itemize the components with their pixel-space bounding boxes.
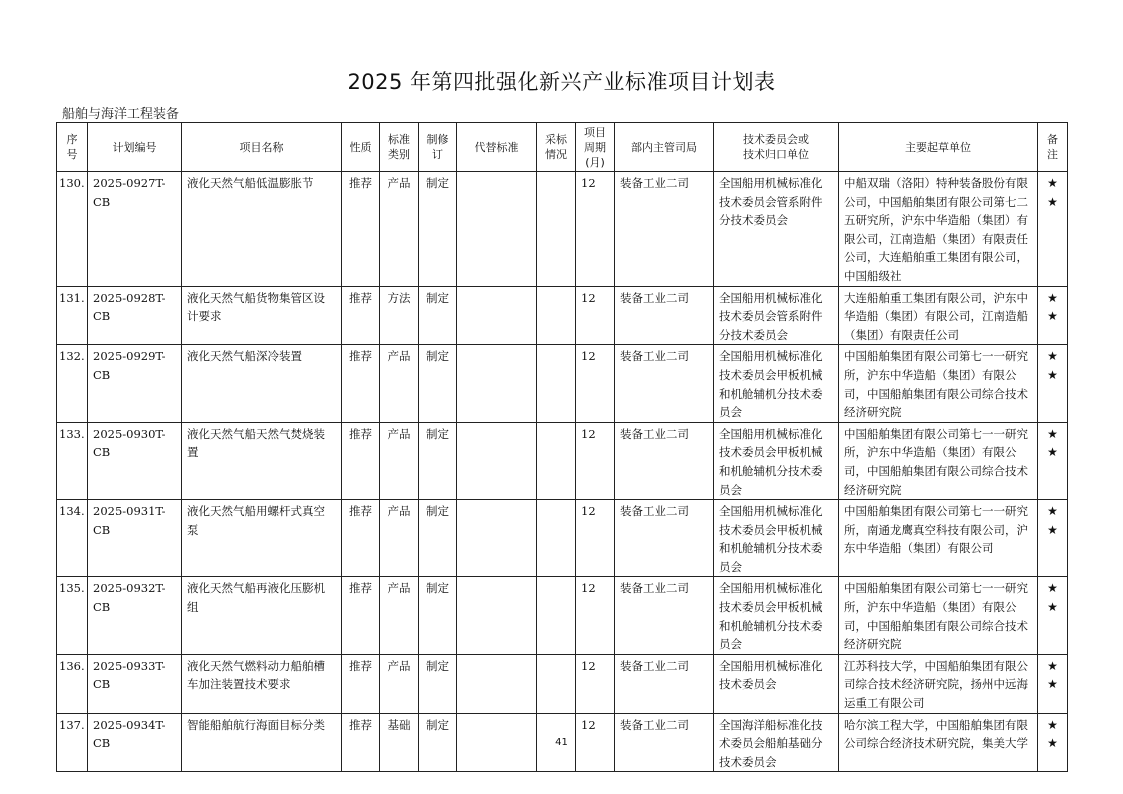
department-cell: 装备工业二司 — [615, 422, 714, 499]
plan-number-cell: 2025-0931T-CB — [88, 500, 182, 577]
standards-plan-table — [56, 122, 1068, 772]
revise-type-cell: 制定 — [419, 654, 457, 713]
row-number-cell: 136. — [57, 654, 88, 713]
star-icon: ★ — [1047, 176, 1058, 190]
department-cell: 装备工业二司 — [615, 500, 714, 577]
category-cell: 产品 — [380, 500, 419, 577]
revise-type-cell: 制定 — [419, 422, 457, 499]
star-icon: ★ — [1047, 367, 1058, 382]
header-project-name: 项目名称 — [182, 123, 342, 172]
table-row — [57, 654, 1068, 713]
note-stars-cell — [1038, 500, 1068, 577]
row-number-cell: 132. — [57, 345, 88, 422]
plan-number-cell: 2025-0934T-CB — [88, 713, 182, 772]
revise-type-cell: 制定 — [419, 345, 457, 422]
period-months-cell: 12 — [576, 422, 615, 499]
note-stars-cell — [1038, 654, 1068, 713]
star-icon: ★ — [1047, 504, 1058, 519]
row-number-cell: 133. — [57, 422, 88, 499]
drafting-units-cell: 中国船舶集团有限公司第七一一研究所，沪东中华造船（集团）有限公司，中国船舶集团有限公司综合技术经济研究院 — [839, 345, 1038, 422]
revise-type-cell: 制定 — [419, 172, 457, 287]
nature-cell: 推荐 — [342, 713, 380, 772]
revise-type-cell: 制定 — [419, 500, 457, 577]
project-name-cell: 液化天然气船用螺杆式真空泵 — [182, 500, 342, 577]
row-number-cell: 134. — [57, 500, 88, 577]
department-cell: 装备工业二司 — [615, 286, 714, 345]
replaced-standard-cell — [457, 422, 537, 499]
header-dept: 部内主管司局 — [615, 123, 714, 172]
nature-cell: 推荐 — [342, 286, 380, 345]
project-name-cell: 液化天然气船深冷装置 — [182, 345, 342, 422]
category-cell: 产品 — [380, 654, 419, 713]
plan-number-cell: 2025-0933T-CB — [88, 654, 182, 713]
department-cell: 装备工业二司 — [615, 654, 714, 713]
adoption-status-cell — [537, 172, 576, 287]
table-header-row — [57, 123, 1068, 172]
plan-number-cell: 2025-0929T-CB — [88, 345, 182, 422]
star-icon: ★ — [1047, 426, 1058, 441]
drafting-units-cell: 江苏科技大学，中国船舶集团有限公司综合技术经济研究院，扬州中远海运重工有限公司 — [839, 654, 1038, 713]
star-icon: ★ — [1047, 445, 1058, 460]
project-name-cell: 液化天然气燃料动力船舶槽车加注装置技术要求 — [182, 654, 342, 713]
adoption-status-cell — [537, 654, 576, 713]
header-period: 项目 周期 (月) — [576, 123, 615, 172]
drafting-units-cell: 中船双瑞（洛阳）特种装备股份有限公司，中国船舶集团有限公司第七二五研究所，沪东中华造船（集团）有限公司，江南造船（集团）有限责任公司，大连船舶重工集团有限公司，中国船级社 — [839, 172, 1038, 287]
category-cell: 基础 — [380, 713, 419, 772]
drafting-units-cell: 大连船舶重工集团有限公司，沪东中华造船（集团）有限公司，江南造船（集团）有限责任公司 — [839, 286, 1038, 345]
header-adopt: 采标 情况 — [537, 123, 576, 172]
committee-cell: 全国船用机械标准化技术委员会甲板机械和机舱辅机分技术委员会 — [714, 422, 839, 499]
committee-cell: 全国船用机械标准化技术委员会 — [714, 654, 839, 713]
drafting-units-cell: 哈尔滨工程大学，中国船舶集团有限公司综合经济技术研究院，集美大学 — [839, 713, 1038, 772]
adoption-status-cell — [537, 345, 576, 422]
table-row — [57, 345, 1068, 422]
nature-cell: 推荐 — [342, 500, 380, 577]
table-row — [57, 422, 1068, 499]
adoption-status-cell — [537, 500, 576, 577]
note-stars-cell — [1038, 286, 1068, 345]
replaced-standard-cell — [457, 577, 537, 654]
nature-cell: 推荐 — [342, 172, 380, 287]
period-months-cell: 12 — [576, 345, 615, 422]
drafting-units-cell: 中国船舶集团有限公司第七一一研究所，沪东中华造船（集团）有限公司，中国船舶集团有限公司综合技术经济研究院 — [839, 577, 1038, 654]
adoption-status-cell — [537, 422, 576, 499]
replaced-standard-cell — [457, 286, 537, 345]
committee-cell: 全国船用机械标准化技术委员会管系附件分技术委员会 — [714, 286, 839, 345]
drafting-units-cell: 中国船舶集团有限公司第七一一研究所，沪东中华造船（集团）有限公司，中国船舶集团有限公司综合技术经济研究院 — [839, 422, 1038, 499]
department-cell: 装备工业二司 — [615, 345, 714, 422]
star-icon: ★ — [1047, 658, 1058, 673]
revise-type-cell: 制定 — [419, 713, 457, 772]
header-note: 备 注 — [1038, 123, 1068, 172]
nature-cell: 推荐 — [342, 345, 380, 422]
period-months-cell: 12 — [576, 654, 615, 713]
nature-cell: 推荐 — [342, 654, 380, 713]
star-icon: ★ — [1047, 581, 1058, 596]
department-cell: 装备工业二司 — [615, 713, 714, 772]
department-cell: 装备工业二司 — [615, 577, 714, 654]
category-cell: 产品 — [380, 577, 419, 654]
star-icon: ★ — [1047, 717, 1058, 732]
header-drafters: 主要起草单位 — [839, 123, 1038, 172]
star-icon: ★ — [1047, 522, 1058, 537]
category-cell: 产品 — [380, 172, 419, 287]
replaced-standard-cell — [457, 172, 537, 287]
committee-cell: 全国船用机械标准化技术委员会甲板机械和机舱辅机分技术委员会 — [714, 500, 839, 577]
plan-number-cell: 2025-0932T-CB — [88, 577, 182, 654]
period-months-cell: 12 — [576, 286, 615, 345]
star-icon: ★ — [1047, 309, 1058, 324]
star-icon: ★ — [1047, 290, 1058, 305]
header-committee: 技术委员会或 技术归口单位 — [714, 123, 839, 172]
nature-cell: 推荐 — [342, 577, 380, 654]
adoption-status-cell — [537, 577, 576, 654]
header-plan-number: 计划编号 — [88, 123, 182, 172]
project-name-cell: 液化天然气船货物集管区设计要求 — [182, 286, 342, 345]
page-title: 2025 年第四批强化新兴产业标准项目计划表 — [347, 70, 776, 94]
adoption-status-cell — [537, 286, 576, 345]
section-heading: 船舶与海洋工程装备 — [62, 107, 180, 122]
committee-cell: 全国船用机械标准化技术委员会管系附件分技术委员会 — [714, 172, 839, 287]
header-revise: 制修 订 — [419, 123, 457, 172]
row-number-cell: 135. — [57, 577, 88, 654]
star-icon: ★ — [1047, 349, 1058, 364]
note-stars-cell — [1038, 345, 1068, 422]
plan-number-cell: 2025-0927T-CB — [88, 172, 182, 287]
note-stars-cell — [1038, 422, 1068, 499]
page-number: 41 — [555, 737, 568, 748]
replaced-standard-cell — [457, 654, 537, 713]
note-stars-cell — [1038, 577, 1068, 654]
note-stars-cell — [1038, 172, 1068, 287]
project-name-cell: 液化天然气船低温膨胀节 — [182, 172, 342, 287]
table-row — [57, 577, 1068, 654]
row-number-cell: 130. — [57, 172, 88, 287]
plan-number-cell: 2025-0928T-CB — [88, 286, 182, 345]
star-icon: ★ — [1047, 736, 1058, 751]
committee-cell: 全国船用机械标准化技术委员会甲板机械和机舱辅机分技术委员会 — [714, 577, 839, 654]
star-icon: ★ — [1047, 677, 1058, 692]
replaced-standard-cell — [457, 500, 537, 577]
table-row — [57, 286, 1068, 345]
period-months-cell: 12 — [576, 500, 615, 577]
table-row — [57, 500, 1068, 577]
committee-cell: 全国船用机械标准化技术委员会甲板机械和机舱辅机分技术委员会 — [714, 345, 839, 422]
department-cell: 装备工业二司 — [615, 172, 714, 287]
category-cell: 方法 — [380, 286, 419, 345]
header-no: 序 号 — [57, 123, 88, 172]
header-category: 标准 类别 — [380, 123, 419, 172]
revise-type-cell: 制定 — [419, 286, 457, 345]
row-number-cell: 131. — [57, 286, 88, 345]
star-icon: ★ — [1047, 600, 1058, 615]
project-name-cell: 智能船舶航行海面目标分类 — [182, 713, 342, 772]
replaced-standard-cell — [457, 345, 537, 422]
plan-number-cell: 2025-0930T-CB — [88, 422, 182, 499]
header-nature: 性质 — [342, 123, 380, 172]
period-months-cell: 12 — [576, 172, 615, 287]
category-cell: 产品 — [380, 345, 419, 422]
category-cell: 产品 — [380, 422, 419, 499]
project-name-cell: 液化天然气船天然气焚烧装置 — [182, 422, 342, 499]
table-row — [57, 172, 1068, 287]
star-icon: ★ — [1047, 194, 1058, 209]
committee-cell: 全国海洋船标准化技术委员会船舶基础分技术委员会 — [714, 713, 839, 772]
nature-cell: 推荐 — [342, 422, 380, 499]
drafting-units-cell: 中国船舶集团有限公司第七一一研究所，南通龙鹰真空科技有限公司，沪东中华造船（集团）有限公司 — [839, 500, 1038, 577]
revise-type-cell: 制定 — [419, 577, 457, 654]
row-number-cell: 137. — [57, 713, 88, 772]
period-months-cell: 12 — [576, 577, 615, 654]
project-name-cell: 液化天然气船再液化压膨机组 — [182, 577, 342, 654]
header-replace: 代替标准 — [457, 123, 537, 172]
period-months-cell: 12 — [576, 713, 615, 772]
